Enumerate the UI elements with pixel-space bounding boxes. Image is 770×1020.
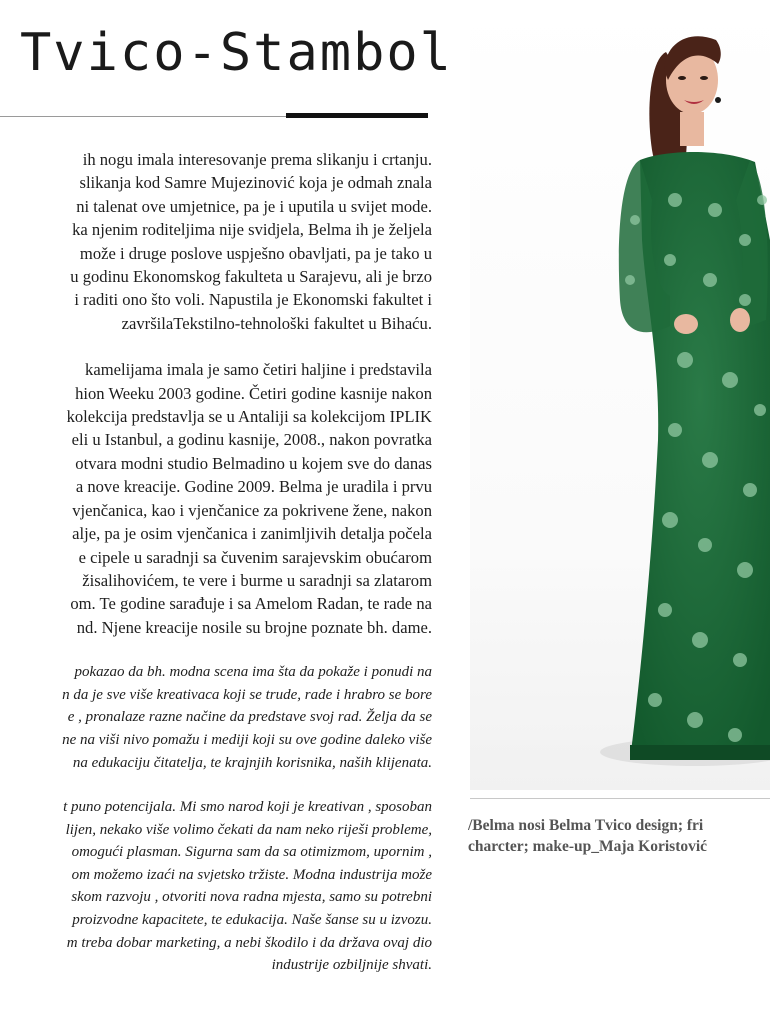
text-line: i raditi ono što voli. Napustila je Ekonomski fakultet i bbox=[74, 290, 432, 310]
paragraph-career bbox=[0, 358, 432, 639]
caption-divider bbox=[470, 798, 770, 799]
text-line: može i druge poslove uspješno obavljati, pa je tako u bbox=[79, 243, 432, 263]
text-line: e , pronalaze razne načine da predstave svoj rad. Želja da se bbox=[67, 709, 432, 726]
paragraph-potential-quote bbox=[0, 796, 432, 977]
caption-line: /Belma nosi Belma Tvico design; fri bbox=[468, 817, 704, 834]
text-line: alje, pa je osim vjenčanica i zanimljivih detalja počela bbox=[72, 524, 432, 544]
text-line: kolekcija predstavlja se u Antaliji sa kolekcijom IPLIK bbox=[66, 407, 432, 427]
text-line: om možemo izaći na svjetsko tržiste. Modna industrija može bbox=[71, 866, 432, 883]
title-divider-thick bbox=[286, 113, 428, 118]
text-line: a nove kreacije. Godine 2009. Belma je uradila i prvu bbox=[75, 477, 432, 497]
text-line: lijen, nekako više volimo čekati da nam neko riješi probleme, bbox=[65, 821, 432, 838]
paragraph-fashion-scene-quote bbox=[0, 661, 432, 774]
text-line: otvara modni studio Belmadino u kojem sve do danas bbox=[75, 453, 432, 473]
text-line: e cipele u saradnji sa čuvenim sarajevskim obućarom bbox=[78, 547, 432, 567]
text-line: skom razvoju , otvoriti nova radna mjesta, samo su potrebni bbox=[71, 889, 432, 906]
text-line: eli u Istanbul, a godinu kasnije, 2008., nakon povratka bbox=[71, 430, 432, 450]
text-line: pokazao da bh. modna scena ima šta da pokaže i ponudi na bbox=[74, 664, 432, 681]
text-line: n da je sve više kreativaca koji se trude, rade i hrabro se bore bbox=[62, 686, 432, 703]
text-line: ni talenat ove umjetnice, pa je i uputila u svijet mode. bbox=[76, 196, 432, 216]
text-line: industrije ozbiljnije shvati. bbox=[271, 957, 432, 974]
article-body bbox=[0, 148, 432, 977]
text-line: hion Weeku 2003 godine. Četiri godine kasnije nakon bbox=[75, 383, 432, 403]
text-line: m treba dobar marketing, a nebi škodilo i da država ovaj dio bbox=[66, 934, 432, 951]
model-in-green-dress-image bbox=[470, 0, 770, 790]
title-divider-thin bbox=[0, 116, 288, 117]
text-line: om. Te godine sarađuje i sa Amelom Radan, te rade na bbox=[70, 594, 432, 614]
text-line: ka njenim roditeljima nije svidjela, Belma ih je željela bbox=[72, 220, 432, 240]
text-line: ne na viši nivo pomažu i mediji koji su ove godine daleko više bbox=[62, 731, 432, 748]
article-title: Tvico-Stambol bbox=[20, 23, 453, 83]
text-line: vjenčanica, kao i vjenčanice za pokrivene žene, nakon bbox=[72, 500, 432, 520]
text-line: na edukaciju čitatelja, te krajnjih korisnika, naših klijenata. bbox=[72, 754, 432, 771]
text-line: žisalihovićem, te vere i burme u saradnji sa zlatarom bbox=[82, 570, 432, 590]
paragraph-biography bbox=[0, 148, 432, 335]
text-line: kamelijama imala je samo četiri haljine i predstavila bbox=[85, 360, 432, 380]
text-line: proizvodne kapacitete, te edukacija. Naše šanse su u izvozu. bbox=[72, 912, 432, 929]
text-line: slikanja kod Samre Mujezinović koja je odmah znala bbox=[79, 173, 432, 193]
text-line: završilaTekstilno-tehnološki fakultet u Bihaću. bbox=[121, 313, 432, 333]
text-line: nd. Njene kreacije nosile su brojne poznate bh. dame. bbox=[76, 617, 432, 637]
photo-caption bbox=[468, 815, 770, 857]
text-line: ih nogu imala interesovanje prema slikanju i crtanju. bbox=[82, 150, 432, 169]
text-line: u godinu Ekonomskog fakulteta u Sarajevu, ali je brzo bbox=[70, 267, 432, 287]
text-line: t puno potencijala. Mi smo narod koji je kreativan , sposoban bbox=[63, 799, 432, 816]
caption-line: charcter; make-up_Maja Koristović bbox=[468, 838, 708, 855]
text-line: omogući plasman. Sigurna sam da sa otimizmom, upornim , bbox=[71, 844, 432, 861]
model-photo bbox=[470, 0, 770, 790]
